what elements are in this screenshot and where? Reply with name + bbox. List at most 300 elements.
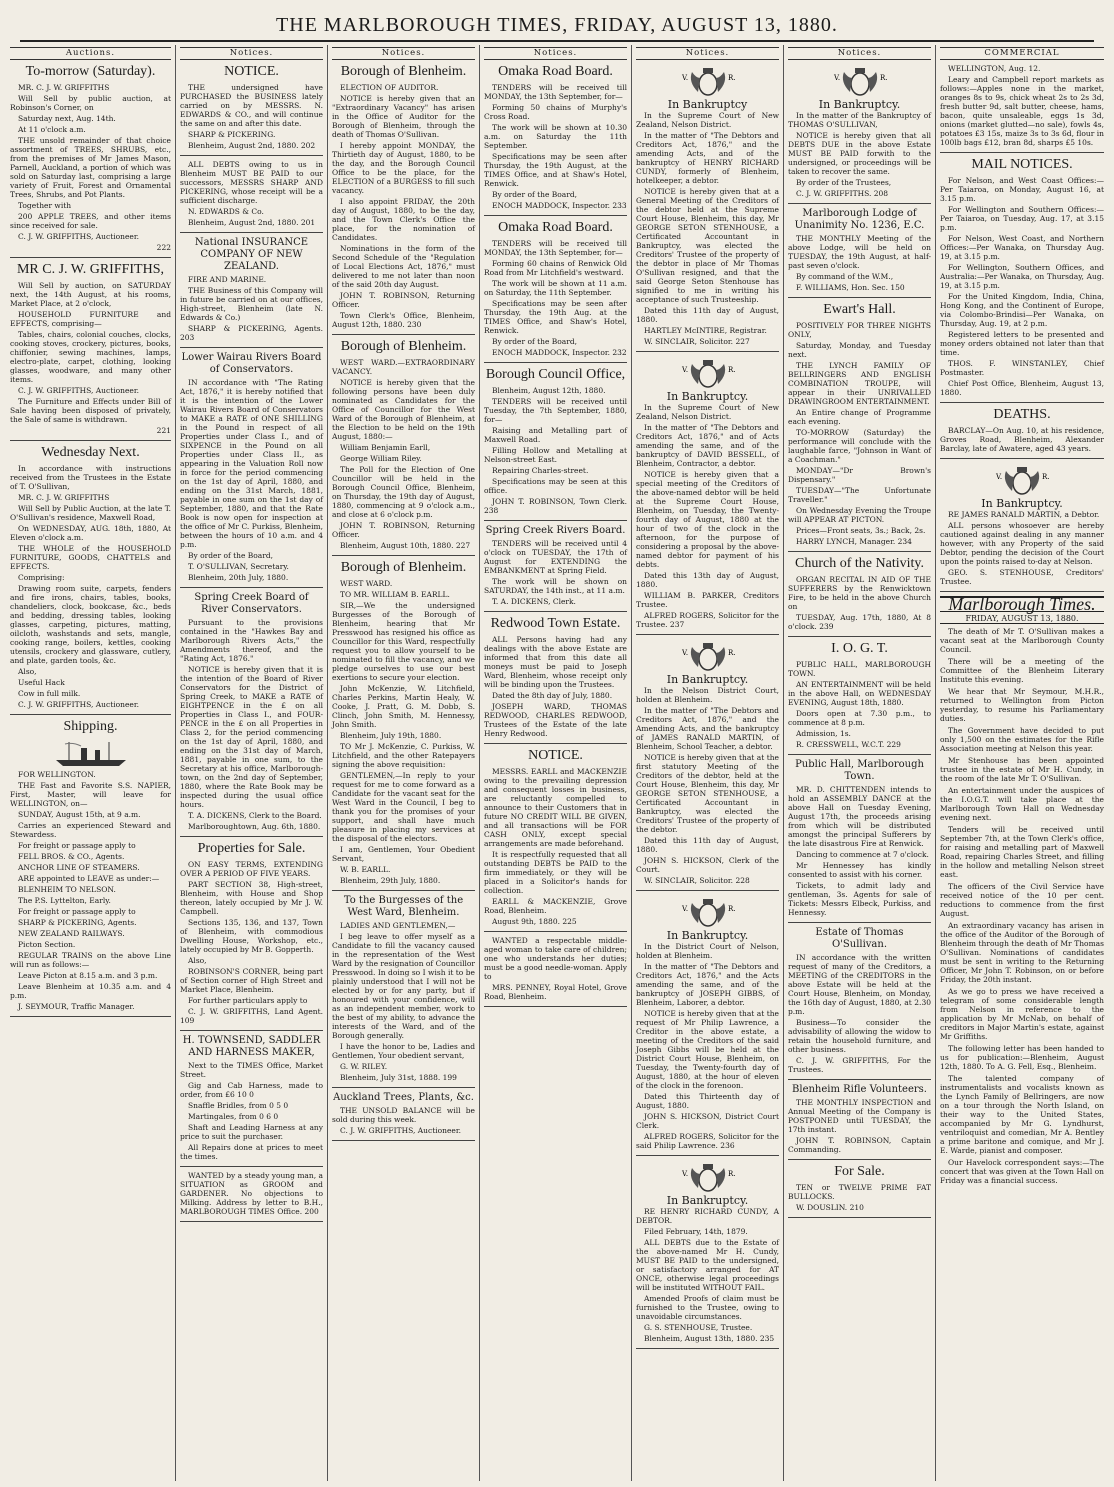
notice-block — [484, 748, 627, 932]
notice-line: THE LYNCH FAMILY OF BELLRINGERS AND ENGLISH COMBINATION TROUPE, will appear in their UNRIVALLED DRAWINGROOM ENTERTAINMENT. — [788, 361, 931, 406]
notice-block — [788, 927, 931, 1080]
notice-block — [484, 616, 627, 744]
notice-line: Nominations in the form of the Second Schedule of the "Regulation of Local Elections Act, 1876," must delivered to me not later than noon of the said 20th day August. — [332, 244, 475, 289]
notice-title: Properties for Sale. — [197, 841, 306, 856]
notice-line: SHARP & PICKERING. — [188, 130, 276, 139]
notice-block — [788, 641, 931, 755]
news-items — [940, 627, 1104, 1185]
steamship-icon — [51, 738, 131, 768]
notice-line: R. CRESSWELL, W.C.T. 229 — [796, 740, 901, 749]
notice-line: Together with — [18, 201, 72, 210]
notice-line: ENOCH MADDOCK, Inspector. 232 — [492, 348, 627, 357]
notice-title: Spring Creek Board of River Conservators. — [194, 592, 309, 615]
notice-line: FIRE AND MARINE. — [188, 275, 267, 284]
notice-line: Town Clerk's Office, Blenheim, August 12th, 1880. 230 — [332, 311, 475, 329]
column-header: Notices. — [788, 47, 931, 60]
notice-line: ALL Persons having had any dealings with the above Estate are informed that from this date all moneys must be paid to Joseph Ward, Blenheim, whose receipt only will be binding upon the Trustees. — [484, 635, 627, 689]
notice-line: MR. C. J. W. GRIFFITHS — [18, 83, 110, 92]
notice-line: By order of the Board, — [492, 190, 578, 199]
notice-line: C. J. W. GRIFFITHS, Auctioneer. — [18, 232, 139, 241]
notice-line: THE Fast and Favorite S.S. NAPIER, First, Master, will leave for WELLINGTON, on— — [10, 781, 171, 808]
notice-line: In the Supreme Court of New Zealand, Nelson District. — [636, 403, 779, 421]
notice-body — [10, 281, 171, 424]
notice-title: In Bankruptcy. — [818, 98, 901, 111]
notice-line: John McKenzie, W. Litchfield, Charles Perkins, Martin Healy, W. Cooke, J. Pratt, G. M. Dobb, S. Clinch, John Smith, M. Hennessy, John Smith. — [332, 684, 475, 729]
royal-crest-icon — [992, 463, 1052, 497]
notice-line: ON EASY TERMS, EXTENDING OVER A PERIOD OF FIVE YEARS. — [180, 860, 323, 878]
notice-title: For Sale. — [834, 1164, 885, 1179]
notice-title: Shipping. — [63, 719, 118, 734]
notice-block — [788, 759, 931, 923]
notice-number: 222 — [156, 243, 171, 252]
notice-block — [10, 64, 171, 258]
notice-title: Wednesday Next. — [41, 445, 140, 460]
notice-line: C. J. W. GRIFFITHS. 208 — [796, 189, 889, 198]
column-5 — [632, 45, 784, 1481]
notice-line: For Wellington and Southern Offices:—Per Taiaroa, on Tuesday, Aug. 17, at 3.15 p.m. — [940, 205, 1104, 232]
notice-line: Filling Hollow and Metalling at Nelson-street East. — [484, 446, 627, 464]
notice-block — [332, 895, 475, 1088]
notice-body — [180, 1061, 323, 1161]
notice-line: Specifications may be seen after Thursday, the 19th Aug. at the TIMES Office, and Shaw's Hotel, Renwick. — [484, 299, 627, 335]
paper-dateline: FRIDAY, AUGUST 13, 1880. — [940, 614, 1104, 624]
notice-line: WEST WARD. — [340, 579, 393, 588]
notice-title: Redwood Town Estate. — [490, 616, 621, 631]
notice-line: By command of the W.M., — [796, 272, 894, 281]
notice-line: Also, — [18, 667, 37, 676]
notice-line: Business—To consider the advisability of allowing the widow to retain the household furniture, and other business. — [788, 1018, 931, 1054]
notice-line: Mr Hennessey has kindly consented to assist with his corner. — [788, 861, 931, 879]
notice-line: Chief Post Office, Blenheim, August 13, 1880. — [940, 379, 1104, 397]
notice-block — [636, 1160, 779, 1349]
notice-block — [10, 262, 171, 441]
notice-line: Next to the TIMES Office, Market Street. — [180, 1061, 323, 1079]
news-paragraph: The following letter has been handed to us for publication:—Blenheim, August 12th, 1880. To A. G. Fell, Esq., Blenheim. — [940, 1044, 1104, 1071]
royal-crest-icon — [678, 639, 738, 673]
notice-line: G. S. STENHOUSE, Trustee. — [644, 1323, 753, 1332]
news-paragraph: An entertainment under the auspices of the I.O.G.T. will take place at the Marlborough Town Hall on Wednesday evening next. — [940, 786, 1104, 822]
svg-text:R.: R. — [727, 905, 735, 913]
masthead-title: THE MARLBOROUGH TIMES, FRIDAY, AUGUST 13, 1880. — [276, 13, 838, 36]
notice-block — [484, 64, 627, 216]
notice-line: For Nelson, West Coast, and Northern Offices:—Per Wanaka, on Thursday Aug. 19, at 3.15 p.m. — [940, 234, 1104, 261]
notice-title: Borough Council Office, — [485, 367, 626, 382]
notice-line: JOHN S. HICKSON, Clerk of the Court. — [636, 856, 779, 874]
notice-line: WANTED a respectable middle-aged woman to take care of children; one who understands her duties; must be a good needle-woman. Apply to — [484, 936, 627, 981]
column-header: Notices. — [636, 47, 779, 60]
notice-line: ALL DEBTS due to the Estate of the above-named Mr H. Cundy, MUST BE PAID to the undersigned, or satisfactory arranged for AT ONCE, otherwise legal proceedings will be instituted WITHOUT FAIL. — [636, 1238, 779, 1292]
notice-line: MESSRS. EARLL and MACKENZIE owing to the prevailing depression and consequent losses in business, are reluctantly compelled to announce to their Customers that in future NO CREDIT WILL BE GIVEN, and all transactions will be FOR CASH ONLY, except special arrangements are made beforehand. — [484, 767, 627, 848]
notice-title: Auckland Trees, Plants, &c. — [333, 1092, 474, 1103]
notice-title: Ewart's Hall. — [823, 302, 896, 317]
svg-text:V.: V. — [996, 473, 1003, 481]
notice-title: In Bankruptcy — [667, 98, 748, 111]
svg-text:V.: V. — [681, 366, 688, 374]
svg-text:R.: R. — [727, 649, 735, 657]
notice-title: In Bankruptcy. — [666, 673, 749, 686]
notice-line: PART SECTION 38, High-street, Blenheim, with House and Shop thereon, lately occupied by Mr J. W. Campbell. — [180, 880, 323, 916]
notice-line: TENDERS will be received till MONDAY, the 13th September, for— — [484, 239, 627, 257]
notice-body — [788, 660, 931, 749]
notice-block — [180, 1171, 323, 1222]
notice-line: The work will be shown at 10.30 a.m. on Saturday the 11th September. — [484, 123, 627, 150]
masthead — [20, 10, 1094, 42]
notice-title: Borough of Blenheim. — [340, 64, 467, 79]
notice-line: Tables, chairs, colonial couches, clocks, cooking stoves, crockery, pictures, books, chiffonier, sewing machines, lamps, electro-plate, carpet, clothing, looking glasses, woodware, and many other items. — [10, 330, 171, 384]
notice-body — [788, 953, 931, 1074]
notice-number: 221 — [156, 426, 171, 435]
notice-line: NEW ZEALAND RAILWAYS. — [18, 929, 125, 938]
notice-title: Omaka Road Board. — [498, 220, 613, 235]
svg-text:V.: V. — [681, 649, 688, 657]
notice-line: Snaffle Bridles, from 0 5 0 — [188, 1101, 289, 1110]
notice-line: ORGAN RECITAL IN AID OF THE SUFFERERS by the Renwicktown Fire, to be held in the above Church on — [788, 575, 931, 611]
notice-line: Tickets, to admit lady and gentleman, 3s. Agents for sale of Tickets: Messrs Elbeck, Purkiss, and Hennessy. — [788, 881, 931, 917]
notice-body — [788, 575, 931, 631]
notice-line: Martingales, from 0 6 0 — [188, 1112, 279, 1121]
notice-line: Dancing to commence at 7 o'clock. — [796, 850, 929, 859]
notice-line: George William Riley. — [340, 454, 422, 463]
notice-line: C. J. W. GRIFFITHS, For the Trustees. — [788, 1056, 931, 1074]
column-7 — [936, 45, 1108, 1481]
notice-block — [940, 407, 1104, 459]
notice-line: For the United Kingdom, India, China, Hong Kong, and the Continent of Europe, via Colombo-Brindisi—Per Wanaka, on Thursday, Aug. 19, at 2 p.m. — [940, 292, 1104, 328]
notice-line: JOHN T. ROBINSON, Returning Officer. — [332, 291, 475, 309]
column-6 — [784, 45, 936, 1481]
notice-title: In Bankruptcy. — [981, 497, 1063, 510]
notice-block — [10, 445, 171, 715]
notice-line: Prices—Front seats, 3s.; Back, 2s. — [796, 526, 926, 535]
notice-line: F. WILLIAMS, Hon. Sec. 150 — [796, 283, 905, 292]
notice-line: Blenheim, 29th July, 1880. — [340, 876, 441, 885]
notice-line: In the matter of "The Debtors and Creditors Act, 1876," and the Acts amending the same, and of the bankruptcy of JOSEPH GIBBS, of Blenheim, Laborer, a debtor. — [636, 962, 779, 1007]
notice-line: On Wednesday Evening the Troupe will APPEAR AT PICTON. — [788, 506, 931, 524]
notice-body — [180, 1171, 323, 1216]
svg-text:V.: V. — [681, 74, 688, 82]
notice-line: PUBLIC HALL, MARLBOROUGH TOWN. — [788, 660, 931, 678]
notice-line: Blenheim, 20th July, 1880. — [188, 573, 289, 582]
notice-body — [332, 83, 475, 329]
notice-line: TENDERS will be received till MONDAY, the 13th September, for— — [484, 83, 627, 101]
notice-block — [788, 556, 931, 637]
notice-line: FOR WELLINGTON. — [18, 770, 96, 779]
news-paragraph: There will be a meeting of the Committee of the Blenheim Literary Institute this evening. — [940, 657, 1104, 684]
notice-body — [180, 275, 323, 342]
svg-text:R.: R. — [879, 74, 887, 82]
notice-block — [940, 157, 1104, 403]
columns-container — [6, 45, 1108, 1481]
column-header: Notices. — [180, 47, 323, 60]
notice-line: THE MONTHLY INSPECTION and Annual Meeting of the Company is POSTPONED until TUESDAY, the 17th instant. — [788, 1098, 931, 1134]
notice-line: Amended Proofs of claim must be furnished to the Trustee, owing to unavoidable circumstances. — [636, 1294, 779, 1321]
notice-block — [180, 592, 323, 837]
notice-line: NOTICE is hereby given that at the first statutory Meeting of the Creditors of the debtor, held at the Court House, Blenheim, this day, Mr GEORGE SETON STENHOUSE, a Certificated Accountant in Bankruptcy, was elected the Creditors' Trustee of the property of the debtor. — [636, 753, 779, 834]
notice-line: Comprising: — [18, 573, 65, 582]
notice-line: Gig and Cab Harness, made to order, from £6 10 0 — [180, 1081, 323, 1099]
notice-line: HARRY LYNCH, Manager. 234 — [796, 537, 912, 546]
notice-line: For freight or passage apply to — [18, 907, 136, 916]
notice-line: THE Business of this Company will in future be carried on at our offices, High-street, Blenheim (late N. Edwards & Co.) — [180, 286, 323, 322]
notice-line: Blenheim, July 19th, 1880. — [340, 731, 442, 740]
notice-line: Repairing Charles-street. — [492, 466, 589, 475]
notice-line: TENDERS will be received until Tuesday, the 7th September, 1880, for— — [484, 397, 627, 424]
notice-body — [484, 83, 627, 210]
notice-body — [484, 539, 627, 606]
notice-line: Dated the 8th day of July, 1880. — [492, 691, 613, 700]
notice-line: TEN or TWELVE PRIME FAT BULLOCKS. — [788, 1183, 931, 1201]
notice-title: In Bankruptcy. — [666, 1194, 749, 1207]
notice-block — [484, 367, 627, 521]
notice-line: In the matter of "The Debtors and Creditors Act, 1876," and the amending Acts, and of the bankruptcy of HENRY RICHARD CUNDY, formerly of Blenheim, hotelkeeper, a debtor. — [636, 131, 779, 185]
notice-line: The work will be shown on SATURDAY, the 14th inst., at 11 a.m. — [484, 577, 627, 595]
notice-line: C. J. W. GRIFFITHS, Auctioneer. — [18, 700, 139, 709]
notice-line: Blenheim, August 10th, 1880. 227 — [340, 541, 471, 550]
notice-block — [636, 356, 779, 635]
notice-line: TUESDAY—"The Unfortunate Traveller." — [788, 486, 931, 504]
notice-line: In the Nelson District Court, holden at Blenheim. — [636, 686, 779, 704]
notice-body — [10, 83, 171, 241]
svg-text:V.: V. — [833, 74, 840, 82]
svg-text:R.: R. — [1042, 473, 1050, 481]
notice-line: Will Sell by public auction, at Robinson's Corner, on — [10, 94, 171, 112]
paper-title: Marlborough Times. — [940, 596, 1104, 612]
notice-block — [788, 302, 931, 552]
notice-block — [180, 64, 323, 156]
notice-line: W. DOUSLIN. 210 — [796, 1203, 864, 1212]
notice-body — [332, 579, 475, 885]
notice-line: ROBINSON'S CORNER, being part of Section corner of High Street and Market Place, Blenheim. — [180, 967, 323, 994]
notice-line: Blenheim, August 2nd, 1880. 202 — [188, 141, 316, 150]
notice-line: Doors open at 7.30 p.m., to commence at 8 p.m. — [788, 709, 931, 727]
column-header: Notices. — [484, 47, 627, 60]
notice-body — [484, 767, 627, 926]
notice-line: In the matter of "The Debtors and Creditors Act, 1876," and the Amending Acts, and the bankruptcy of JAMES RANALD MARTIN, of Blenheim, School Teacher, a debtor. — [636, 706, 779, 751]
notice-line: Leave Blenheim at 10.35 a.m. and 4 p.m. — [10, 982, 171, 1000]
notice-line: ENOCH MADDOCK, Inspector. 233 — [492, 201, 627, 210]
notice-line: BARCLAY—On Aug. 10, at his residence, Groves Road, Blenheim, Alexander Barclay, late of Awatere, aged 43 years. — [940, 426, 1104, 453]
notice-line: Pursuant to the provisions contained in the "Hawkes Bay and Marlborough Rivers Acts," the Amendments thereof, and the "Rating Act, 1876." — [180, 618, 323, 663]
notice-line: August 9th, 1880. 225 — [492, 917, 577, 926]
notice-block — [484, 936, 627, 1007]
notice-line: RE HENRY RICHARD CUNDY, A DEBTOR. — [636, 1207, 779, 1225]
notice-line: NOTICE is hereby given that it is the intention of the Board of River Conservators for the District of Spring Creek, to MAKE a RATE of EIGHTPENCE in the £ on all Properties in Class I., and FOUR-PENCE in the £ on all Properties in Class 2, for the period commencing on the 1st day of April, 1880, and ending on the 31st day of March, 1881, payable in one sum, to the Secretary at his office, Marlborough-town, on the 2nd day of September, 1880, where the Rate Book may be inspected during the usual office hours. — [180, 665, 323, 809]
notice-line: Blenheim, August 12th, 1880. — [492, 386, 606, 395]
notice-line: GEO. S. STENHOUSE, Creditors' Trustee. — [940, 568, 1104, 586]
notice-body — [636, 403, 779, 629]
notice-title: Public Hall, Marlborough Town. — [795, 759, 924, 782]
notice-line: Dated this 11th day of August, 1880. — [636, 836, 779, 854]
notice-title: Church of the Nativity. — [795, 556, 924, 571]
notice-block — [180, 352, 323, 588]
notice-line: Also, — [188, 956, 207, 965]
royal-crest-icon — [678, 895, 738, 929]
notice-line: At 11 o'clock a.m. — [18, 125, 86, 134]
notice-body — [484, 239, 627, 357]
notice-line: Dated this Thirteenth day of August, 1880. — [636, 1092, 779, 1110]
notice-body — [332, 921, 475, 1082]
notice-line: Leary and Campbell report markets as follows:—Apples none in the market, oranges 8s to 9s, chick wheat 2s to 2s 3d, fresh butter 9d, salt butter, cheese, hams, bacon, quite unsaleable, eggs 1s 3d, onions (market glutted—no sale), fowls 4s, potatoes £3 15s, maize 3s to 3s 6d, flour in 100lb bags £12, bran 8d, sharps £5 10s. — [940, 75, 1104, 147]
notice-line: Will Sell by Public Auction, at the late T. O'Sullivan's residence, Maxwell Road, — [10, 504, 171, 522]
notice-line: Marlboroughtown, Aug. 6th, 1880. — [188, 822, 321, 831]
svg-text:R.: R. — [727, 74, 735, 82]
notice-line: Carries an experienced Steward and Stewardess. — [10, 821, 171, 839]
notice-title: MAIL NOTICES. — [971, 157, 1073, 172]
notice-block — [788, 1164, 931, 1218]
notice-line: Admission, 1s. — [796, 729, 851, 738]
column-header: COMMERCIAL — [940, 47, 1104, 60]
notice-line: T. O'SULLIVAN, Secretary. — [188, 562, 289, 571]
notice-title: Borough of Blenheim. — [340, 339, 467, 354]
notice-line: Useful Hack — [18, 678, 65, 687]
notice-title: Spring Creek Rivers Board. — [485, 525, 626, 536]
notice-line: I hereby appoint MONDAY, the Thirtieth day of August, 1880, to be the day, and the Borough Council Office to be the place, for the ELECTION of a BURGESS to fill such vacancy. — [332, 141, 475, 195]
notice-line: ALFRED ROGERS, Solicitor for the said Philip Lawrence. 236 — [636, 1132, 779, 1150]
notice-body — [636, 942, 779, 1150]
notice-line: Registered letters to be presented and money orders obtained not later than that time. — [940, 330, 1104, 357]
notice-line: THOS. F. WINSTANLEY, Chief Postmaster. — [940, 359, 1104, 377]
notice-body — [180, 378, 323, 582]
notice-line: T. A. DICKENS, Clerk. — [492, 597, 576, 606]
notice-title: To the Burgesses of the West Ward, Blenheim. — [343, 895, 464, 918]
svg-text:V.: V. — [681, 1170, 688, 1178]
notice-line: GENTLEMEN,—In reply to your request for me to come forward as a Candidate for the vacant seat for the West Ward in the Council, I beg to thank you for the promises of your support, and shall have much pleasure in placing my services at the disposal of the electors. — [332, 771, 475, 843]
notice-line: JOHN S. HICKSON, District Court Clerk. — [636, 1112, 779, 1130]
news-paragraph: The death of Mr T. O'Sullivan makes a vacant seat at the Marlborough County Council. — [940, 627, 1104, 654]
notice-body — [332, 1106, 475, 1135]
notice-line: LADIES AND GENTLEMEN,— — [340, 921, 456, 930]
notice-line: TENDERS will be received until 4 o'clock on TUESDAY, the 17th of August for EXTENDING the EMBANKMENT at Spring Field. — [484, 539, 627, 575]
notice-line: THE WHOLE of the HOUSEHOLD FURNITURE, GOODS, CHATTELS and EFFECTS. — [10, 544, 171, 571]
notice-line: C. J. W. GRIFFITHS, Auctioneer. — [340, 1126, 461, 1135]
notice-line: The Poll for the Election of One Councillor will be held in the Borough Council Office, Blenheim, on Thursday, the 19th day of August, 1880, commencing at 9 o'clock a.m., and close at 6 o'clock p.m. — [332, 465, 475, 519]
notice-body — [636, 686, 779, 885]
news-paragraph: Tenders will be received until September 7th, at the Town Clerk's office, for raising and metalling part of Maxwell Road, repairing Charles Street, and filling in the hollow and metalling Nelson street east. — [940, 825, 1104, 879]
notice-line: J. SEYMOUR, Traffic Manager. — [18, 1002, 135, 1011]
notice-line: I have the honor to be, Ladies and Gentlemen, Your obedient servant, — [332, 1042, 475, 1060]
notice-line: Blenheim, July 31st, 1888. 199 — [340, 1073, 457, 1082]
notice-line: The work will be shown at 11 a.m. on Saturday, the 11th September. — [484, 279, 627, 297]
notice-body — [940, 176, 1104, 397]
notice-body — [788, 785, 931, 917]
notice-line: WANTED by a steady young man, a SITUATION as GROOM and GARDENER. No objections to Milking. Address by letter to B.H., MARLBOROUGH TIMES Office. 200 — [180, 1171, 323, 1216]
notice-line: An Entire change of Programme each evening. — [788, 408, 931, 426]
notice-title: Estate of Thomas O'Sullivan. — [815, 927, 904, 950]
column-4 — [480, 45, 632, 1481]
notice-body — [180, 618, 323, 831]
notice-body — [788, 234, 931, 292]
notice-block — [484, 525, 627, 612]
notice-title: Borough of Blenheim. — [340, 560, 467, 575]
notice-line: In the District Court of Nelson, holden at Blenheim. — [636, 942, 779, 960]
notice-line: ANCHOR LINE OF STEAMERS. — [18, 863, 140, 872]
news-paragraph: Mr Stenhouse has been appointed trustee in the estate of Mr H. Cundy, in the room of the late Mr T. O'Sullivan. — [940, 756, 1104, 783]
column-header: Notices. — [332, 47, 475, 60]
notice-body — [788, 1098, 931, 1154]
notice-line: SUNDAY, August 15th, at 9 a.m. — [18, 810, 141, 819]
notice-line: FELL BROS. & CO., Agents. — [18, 852, 125, 861]
notice-line: For freight or passage apply to — [18, 841, 136, 850]
notice-line: Saturday next, Aug. 14th. — [18, 114, 116, 123]
notice-line: I beg leave to offer myself as a Candidate to fill the vacancy caused in the representation of the West Ward by the resignation of Councillor Presswood. In doing so I wish it to be plainly understood that I will not be elected by or for any party, but if honoured with your confidence, will as an independent member, work to the best of my ability, to advance the interests of the Ward, and of the Borough generally. — [332, 932, 475, 1040]
notice-title: In Bankruptcy. — [666, 929, 749, 942]
notice-line: HARTLEY McINTIRE, Registrar. — [644, 326, 767, 335]
notice-body — [10, 464, 171, 709]
column-3 — [328, 45, 480, 1481]
svg-text:R.: R. — [727, 366, 735, 374]
news-paragraph: An extraordinary vacancy has arisen in the office of the Auditor of the Borough of Blenheim through the death of Mr Thomas O'Sullivan. Nominations of candidates must be sent in writing to the Returning Officer, Mr John T. Robinson, on or before Friday, the 20th instant. — [940, 921, 1104, 984]
notice-line: JOHN T. ROBINSON, Town Clerk. 238 — [484, 497, 627, 515]
notice-title: Marlborough Lodge of Unanimity No. 1236, E.C. — [794, 208, 925, 231]
notice-line: THE undersigned have PURCHASED the BUSINESS lately carried on by MESSRS. N. EDWARDS & CO., and will continue the same on and after this date. — [180, 83, 323, 128]
notice-line: Specifications may be seen at this office. — [484, 477, 627, 495]
notice-line: MONDAY—"Dr Brown's Dispensary." — [788, 466, 931, 484]
notice-body — [484, 635, 627, 738]
notice-line: ALFRED ROGERS, Solicitor for the Trustee. 237 — [636, 611, 779, 629]
notice-line: Blenheim, August 2nd, 1880. 201 — [188, 218, 316, 227]
notice-body — [940, 426, 1104, 453]
notice-line: MR. D. CHITTENDEN intends to hold an ASSEMBLY DANCE at the above Hall on Tuesday Evening, August 17th, the proceeds arising from which will be distributed amongst the principal Sufferers by the late disastrous Fire at Renwick. — [788, 785, 931, 848]
notice-line: SIR,—We the undersigned Burgesses of the Borough of Blenheim, hearing that Mr Presswood has resigned his office as Councillor for this Ward, respectfully request you to allow yourself to be nominated to fill the vacancy, and we pledge ourselves to use our best exertions to secure your election. — [332, 601, 475, 682]
notice-line: SHARP & PICKERING, Agents. 203 — [180, 324, 323, 342]
notice-line: Drawing room suite, carpets, fenders and fire irons, chairs, tables, books, chandeliers, clock, bookcase, &c., beds and bedding, dressing tables, looking glasses, carpeting, pictures, matting, oilcloth, washstands and sets, mangle, cooking range, boilers, kettles, cooking utensils, crockery and glassware, cutlery, and plate, garden tools, &c. — [10, 584, 171, 665]
notice-line: Dated this 11th day of August, 1880. — [636, 306, 779, 324]
notice-block — [332, 64, 475, 335]
notice-line: RE JAMES RANALD MARTIN, a Debtor. — [948, 510, 1100, 519]
notice-block — [940, 463, 1104, 592]
notice-body — [180, 83, 323, 150]
notice-body — [484, 386, 627, 515]
notice-line: POSITIVELY FOR THREE NIGHTS ONLY, — [788, 321, 931, 339]
notice-line: Will Sell by auction, on SATURDAY next, the 14th August, at his rooms, Market Place, at 2 o'clock, — [10, 281, 171, 308]
notice-block — [636, 895, 779, 1156]
notice-title: I. O. G. T. — [831, 641, 888, 656]
notice-title: To-morrow (Saturday). — [25, 64, 156, 79]
notice-body — [332, 358, 475, 550]
notice-line: JOHN T. ROBINSON, Captain Commanding. — [788, 1136, 931, 1154]
notice-line: On WEDNESDAY, AUG. 18th, 1880, At Eleven o'clock a.m. — [10, 524, 171, 542]
royal-crest-icon — [830, 64, 890, 98]
notice-line: It is respectfully requested that all outstanding DEBTS be PAID to the firm immediately, or they will be placed in a Solicitor's hands for collection. — [484, 850, 627, 895]
notice-line: The Furniture and Effects under Bill of Sale having been disposed of privately, the Sale of same is withdrawn. — [10, 397, 171, 424]
notice-line: T. A. DICKENS, Clerk to the Board. — [188, 811, 322, 820]
notice-title: National INSURANCE COMPANY OF NEW ZEALAND. — [194, 237, 309, 272]
notice-body — [180, 860, 323, 1025]
notice-title: Omaka Road Board. — [498, 64, 613, 79]
notice-line: WELLINGTON, Aug. 12. — [948, 64, 1041, 73]
notice-line: SHARP & PICKERING, Agents. — [18, 918, 137, 927]
notice-line: ELECTION OF AUDITOR. — [340, 83, 439, 92]
notice-title: DEATHS. — [993, 407, 1051, 422]
notice-line: TUESDAY, Aug. 17th, 1880, At 8 o'clock. 239 — [788, 613, 931, 631]
notice-line: IN accordance with "The Rating Act, 1876," it is hereby notified that it is the intention of the Lower Wairau Rivers Board of Conservators to MAKE a RATE of ONE SHILLING in the Pound in respect of all Properties under Class I., and of SIXPENCE in the Pound on all Properties under Class II., as appearing in the Valuation Roll now in force for the period commencing on the 1st day of April, 1880, and ending on the 31st March, 1881, payable in one sum on the 1st day of September, 1880, and that the Rate Book is now open for inspection at the office of Mr C. Purkiss, Blenheim, between the hours of 10 a.m. and 4 p.m. — [180, 378, 323, 549]
notice-body — [940, 64, 1104, 147]
notice-block — [788, 64, 931, 204]
notice-line: W. B. EARLL. — [340, 865, 391, 874]
notice-block — [940, 64, 1104, 153]
notice-line: In the matter of the Bankruptcy of THOMAS O'SULLIVAN, — [788, 111, 931, 129]
notice-line: TO-MORROW (Saturday) the performance will conclude with the laughable farce, "Johnson in Want of a Coachman." — [788, 428, 931, 464]
notice-line: THE unsold remainder of that choice assortment of TREES, SHRUBS, etc., from the premises of Mr James Mason, Parnell, Auckland, a portion of which was sold on Saturday last, comprising a large variety of Fruit, Forest and Ornamental Trees, Shrubs, and Pot Plants. — [10, 136, 171, 199]
notice-body — [10, 738, 171, 1011]
notice-block — [788, 208, 931, 298]
notice-line: Blenheim, August 13th, 1880. 235 — [644, 1334, 775, 1343]
notice-line: NOTICE is hereby given that an "Extraordinary Vacancy" has arisen in the Office of Auditor for the Borough of Blenheim, through the death of Thomas O'Sullivan. — [332, 94, 475, 139]
notice-line: For further particulars apply to — [188, 996, 308, 1005]
notice-line: Shaft and Leading Harness at any price to suit the purchaser. — [180, 1123, 323, 1141]
notice-line: WILLIAM B. PARKER, Creditors Trustee. — [636, 591, 779, 609]
notice-title: Lower Wairau Rivers Board of Conservators. — [181, 352, 322, 375]
notice-line: By order of the Board, — [492, 337, 578, 346]
